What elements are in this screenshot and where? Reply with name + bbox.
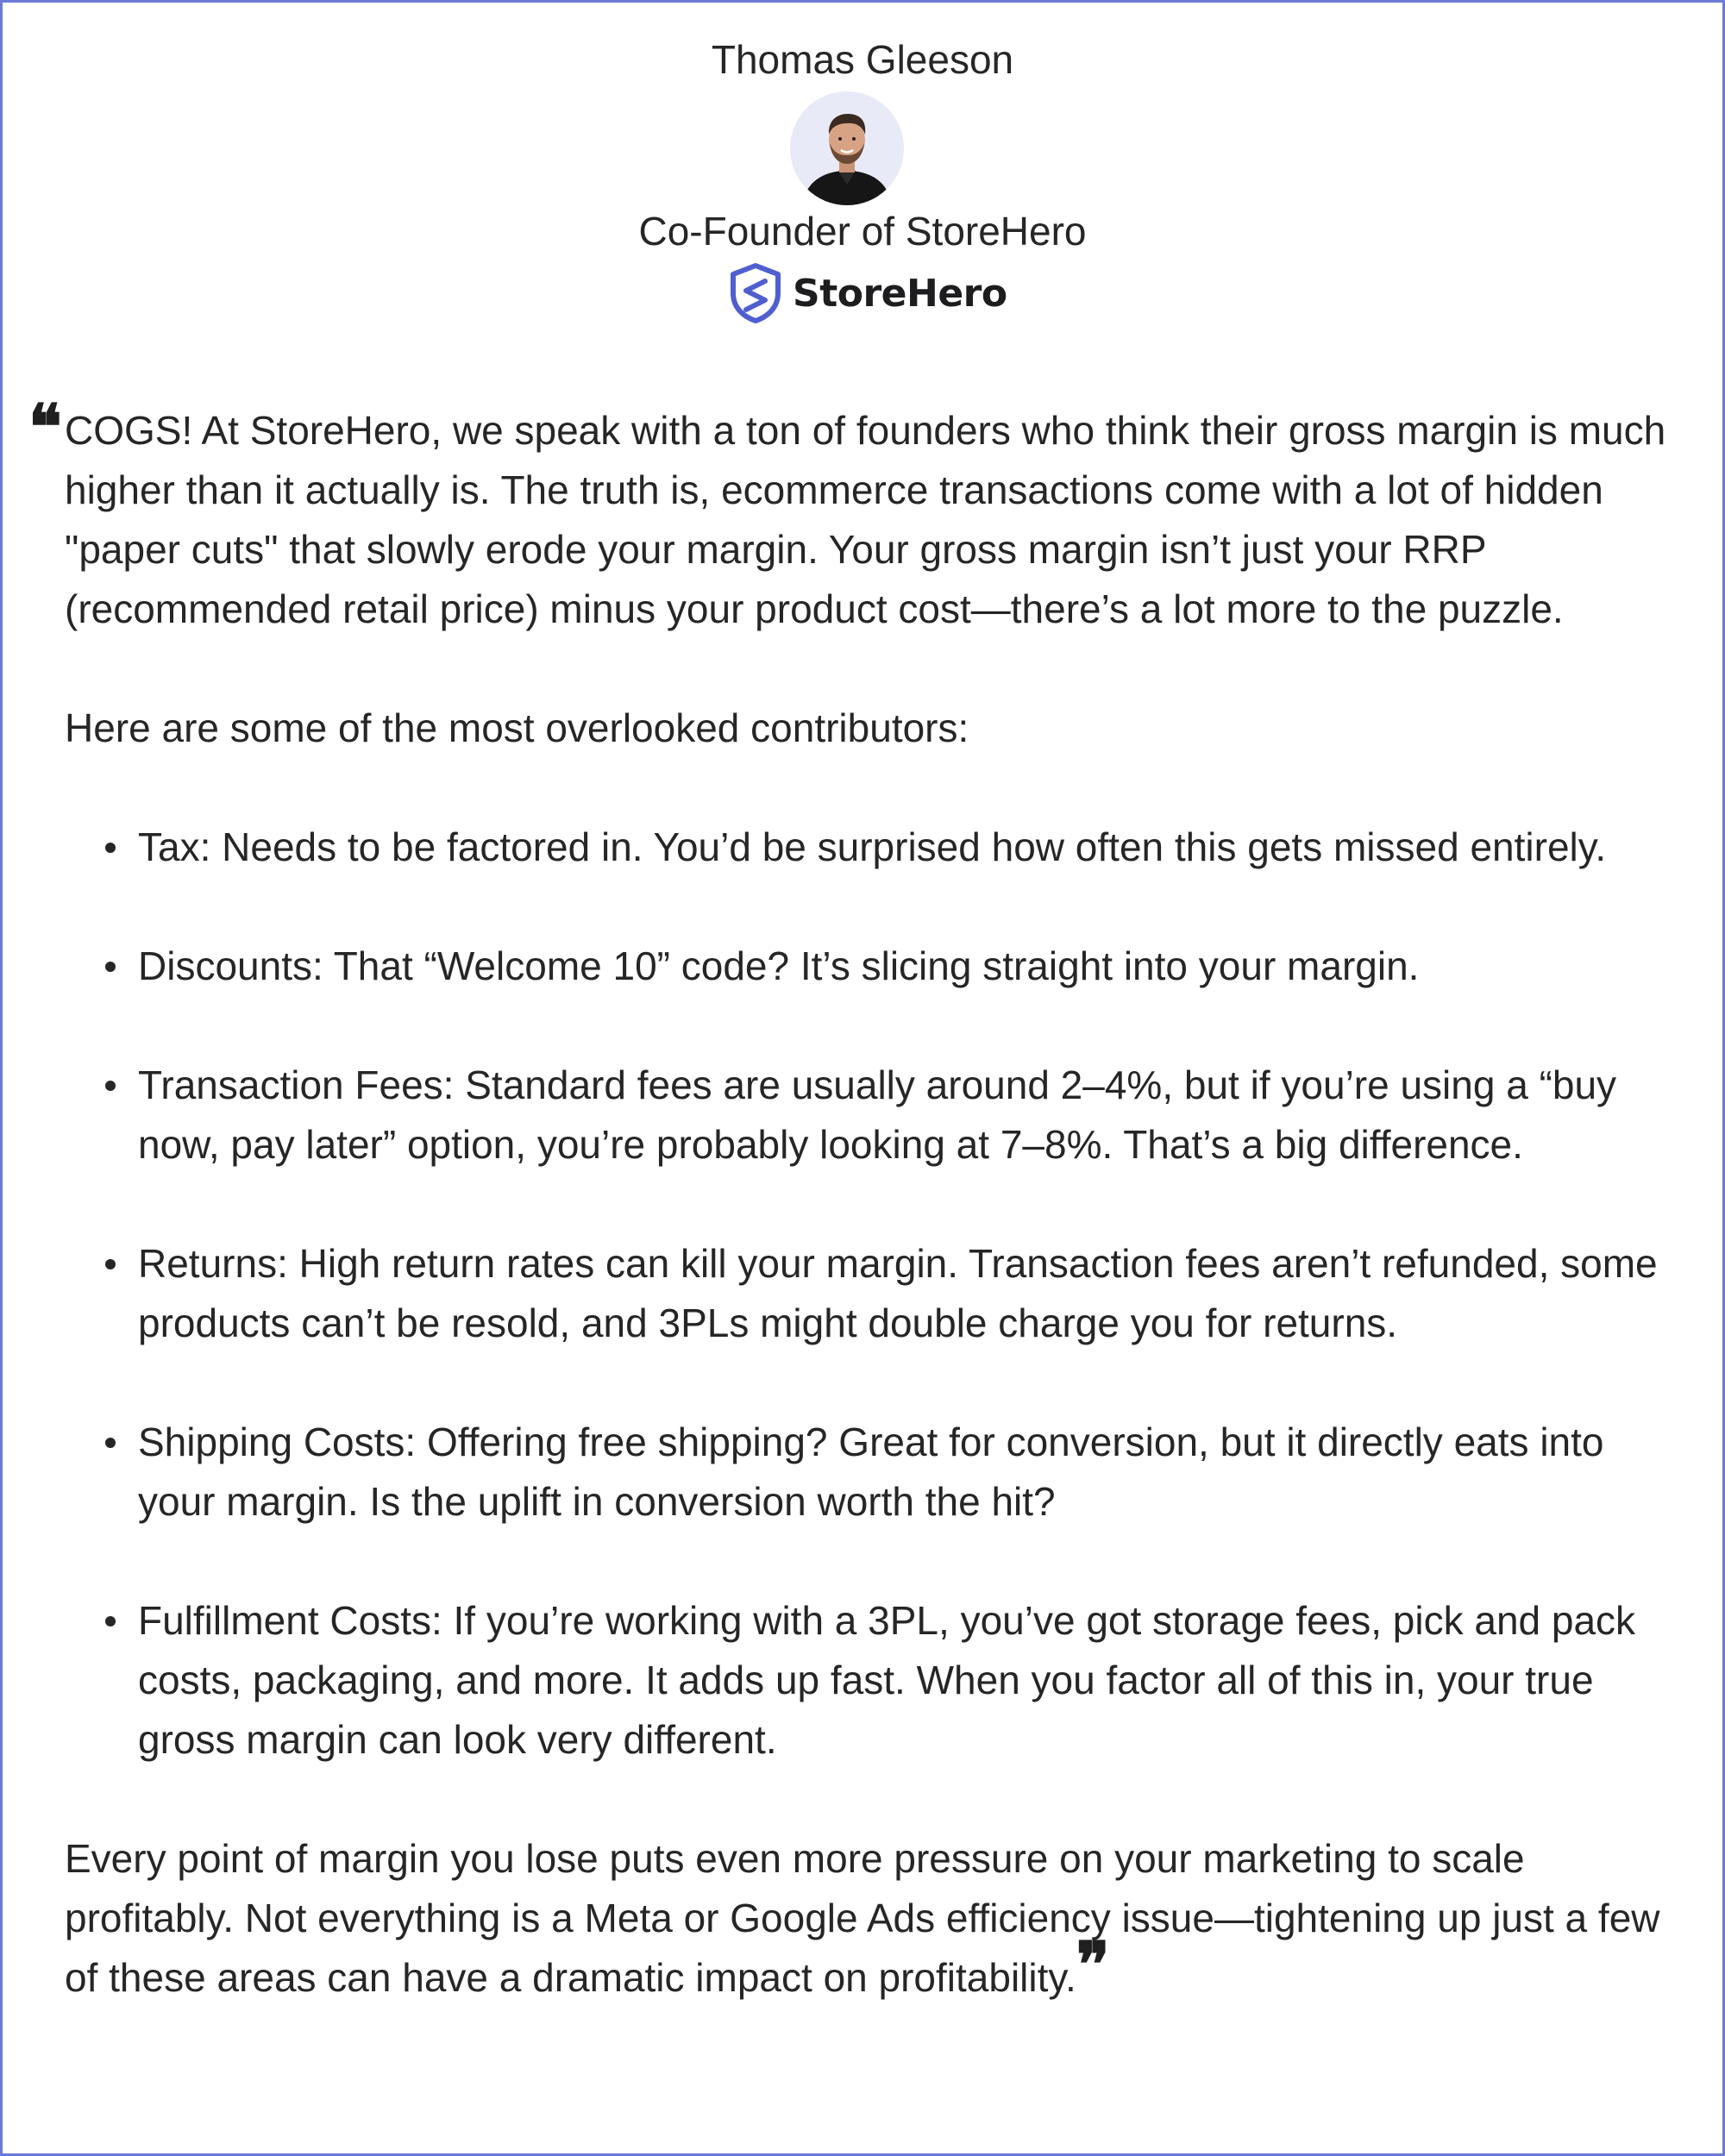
bullet-icon	[105, 1438, 116, 1448]
quote-closing-paragraph	[65, 1829, 1686, 2008]
list-item	[138, 1591, 1686, 1770]
list-item	[138, 1056, 1686, 1175]
quote-lead: Here are some of the most overlooked contributors:	[65, 705, 969, 750]
bullet-icon	[105, 962, 116, 972]
quote-intro: COGS! At StoreHero, we speak with a ton of founders who think their gross margin is much higher than it actually is. The truth is, ecommerce transactions come with a lot of hidden "paper cuts" that slowly erode your margin. Your gross margin isn’t just your RRP (recommended retail price) minus your product cost—there’s a lot more to the puzzle.	[65, 408, 1666, 631]
list-item-text: Shipping Costs: Offering free shipping? Great for conversion, but it directly eats into your margin. Is the uplift in conversion worth the hit?	[138, 1420, 1604, 1524]
list-item-text: Returns: High return rates can kill your margin. Transaction fees aren’t refunded, some products can’t be resold, and 3PLs might double charge you for returns.	[138, 1241, 1658, 1345]
person-portrait-icon	[790, 91, 904, 205]
bullet-icon	[105, 1081, 116, 1091]
open-quote-icon: ❝	[28, 390, 62, 463]
author-name: Thomas Gleeson	[711, 37, 1014, 82]
bullet-icon	[105, 843, 116, 853]
bullet-icon	[105, 1616, 116, 1626]
list-item-text: Discounts: That “Welcome 10” code? It’s slicing straight into your margin.	[138, 943, 1420, 988]
avatar	[790, 91, 904, 205]
list-item-text: Fulfillment Costs: If you’re working with a 3PL, you’ve got storage fees, pick and pack costs, packaging, and more. It adds up fast. When you factor all of this in, your true gross margin can look very different.	[138, 1598, 1636, 1762]
quote-body	[28, 390, 1686, 2008]
list-item	[138, 818, 1686, 877]
shield-s-logo-icon	[729, 262, 782, 324]
list-item	[138, 1234, 1686, 1353]
author-role: Co-Founder of StoreHero	[638, 209, 1087, 254]
list-item	[138, 937, 1686, 996]
bullet-icon	[105, 1259, 116, 1269]
brand-logo	[729, 261, 1007, 325]
close-quote-icon: ❞	[1076, 1927, 1110, 2001]
list-item-text: Transaction Fees: Standard fees are usually around 2–4%, but if you’re using a “buy now, pay later” option, you’re probably looking at 7–8%. That’s a big difference.	[138, 1062, 1617, 1167]
list-item	[138, 1413, 1686, 1532]
brand-name: StoreHero	[793, 271, 1007, 316]
quote-closing: Every point of margin you lose puts even more pressure on your marketing to scale profitably. Not everything is a Meta or Google Ads efficiency issue—tightening up just a few of these areas can have a dramatic impact on profitability.	[65, 1836, 1660, 2000]
list-item-text: Tax: Needs to be factored in. You’d be surprised how often this gets missed entirely.	[138, 824, 1607, 869]
contributors-list	[65, 818, 1686, 1770]
